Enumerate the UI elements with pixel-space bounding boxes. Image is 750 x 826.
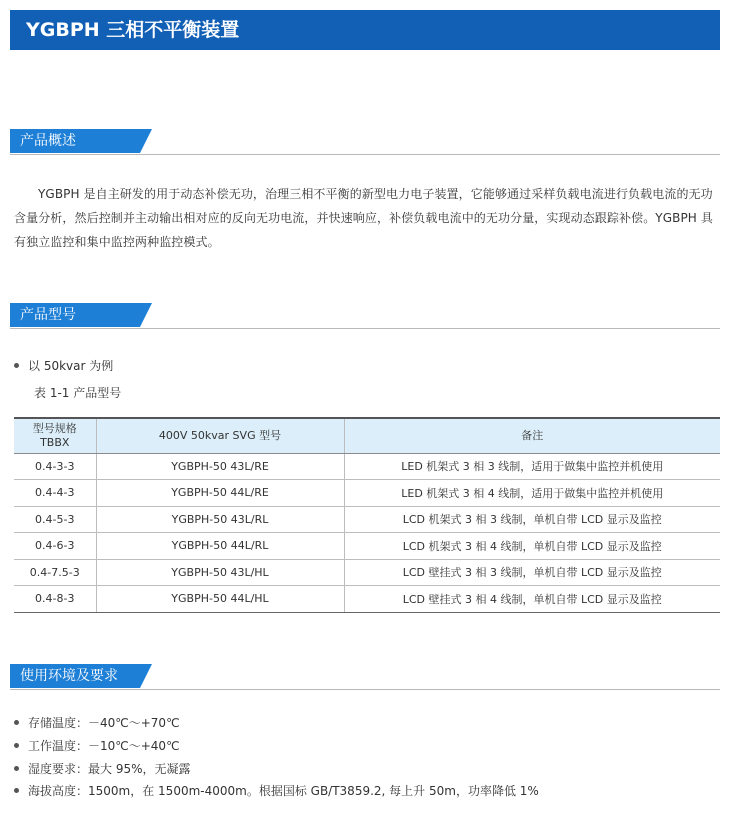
table-row	[14, 453, 720, 480]
table-row	[14, 480, 720, 507]
section-divider	[10, 328, 720, 329]
cell-model: YGBPH-50 43L/HL	[96, 559, 344, 586]
table-caption: 表 1-1 产品型号	[34, 386, 122, 400]
section-model-heading	[10, 303, 720, 327]
cell-model: YGBPH-50 44L/RE	[96, 480, 344, 507]
env-item-humidity	[14, 760, 191, 778]
table-row	[14, 559, 720, 586]
cell-spec: 0.4-6-3	[14, 533, 96, 560]
cell-spec: 0.4-3-3	[14, 453, 96, 480]
cell-remark: LCD 机架式 3 相 4 线制，单机自带 LCD 显示及监控	[344, 533, 720, 560]
env-item-text: 湿度要求：最大 95%，无凝露	[28, 762, 191, 776]
model-table	[14, 417, 720, 613]
bullet-icon	[14, 720, 19, 725]
cell-remark: LED 机架式 3 相 3 线制，适用于做集中监控并机使用	[344, 453, 720, 480]
column-header-spec	[14, 418, 96, 453]
env-item-text: 海拔高度：1500m，在 1500m-4000m。根据国标 GB/T3859.2, 每上升 50m，功率降低 1%	[28, 784, 539, 798]
cell-spec: 0.4-7.5-3	[14, 559, 96, 586]
cell-model: YGBPH-50 44L/RL	[96, 533, 344, 560]
cell-spec: 0.4-8-3	[14, 586, 96, 613]
bullet-icon	[14, 766, 19, 771]
section-environment-heading	[10, 664, 720, 688]
cell-remark: LCD 机架式 3 相 3 线制，单机自带 LCD 显示及监控	[344, 506, 720, 533]
section-overview-title: 产品概述	[10, 129, 140, 153]
env-item-altitude	[14, 782, 539, 800]
cell-spec: 0.4-4-3	[14, 480, 96, 507]
bullet-icon	[14, 788, 19, 793]
model-bullet	[14, 357, 113, 375]
table-header-row	[14, 418, 720, 453]
env-item-text: 存储温度：－40℃～+70℃	[28, 716, 180, 730]
table-row	[14, 586, 720, 613]
column-header-remark: 备注	[344, 418, 720, 453]
table-row	[14, 533, 720, 560]
overview-paragraph: YGBPH 是自主研发的用于动态补偿无功，治理三相不平衡的新型电力电子装置，它能够通过采样负载电流进行负载电流的无功含量分析，然后控制并主动输出相对应的反向无功电流，并快速响应，补偿负载电流中的无功分量，实现动态跟踪补偿。YGBPH 具有独立监控和集中监控两种监控模式。	[14, 187, 713, 249]
page-title: YGBPH 三相不平衡装置	[10, 10, 720, 50]
env-item-text: 工作温度：－10℃～+40℃	[28, 739, 180, 753]
cell-remark: LCD 壁挂式 3 相 4 线制，单机自带 LCD 显示及监控	[344, 586, 720, 613]
table-row	[14, 506, 720, 533]
cell-spec: 0.4-5-3	[14, 506, 96, 533]
column-header-spec-label: 型号规格 TBBX	[32, 421, 77, 449]
column-header-model: 400V 50kvar SVG 型号	[96, 418, 344, 453]
section-model-title: 产品型号	[10, 303, 140, 327]
cell-model: YGBPH-50 43L/RE	[96, 453, 344, 480]
model-bullet-text: 以 50kvar 为例	[28, 359, 114, 373]
section-divider	[10, 154, 720, 155]
bullet-icon	[14, 743, 19, 748]
cell-model: YGBPH-50 43L/RL	[96, 506, 344, 533]
cell-remark: LED 机架式 3 相 4 线制，适用于做集中监控并机使用	[344, 480, 720, 507]
cell-remark: LCD 壁挂式 3 相 3 线制，单机自带 LCD 显示及监控	[344, 559, 720, 586]
env-item-working-temp	[14, 737, 180, 755]
section-overview-heading	[10, 129, 720, 153]
env-item-storage-temp	[14, 714, 180, 732]
section-environment-title: 使用环境及要求	[10, 664, 140, 688]
section-divider	[10, 689, 720, 690]
cell-model: YGBPH-50 44L/HL	[96, 586, 344, 613]
bullet-icon	[14, 363, 19, 368]
